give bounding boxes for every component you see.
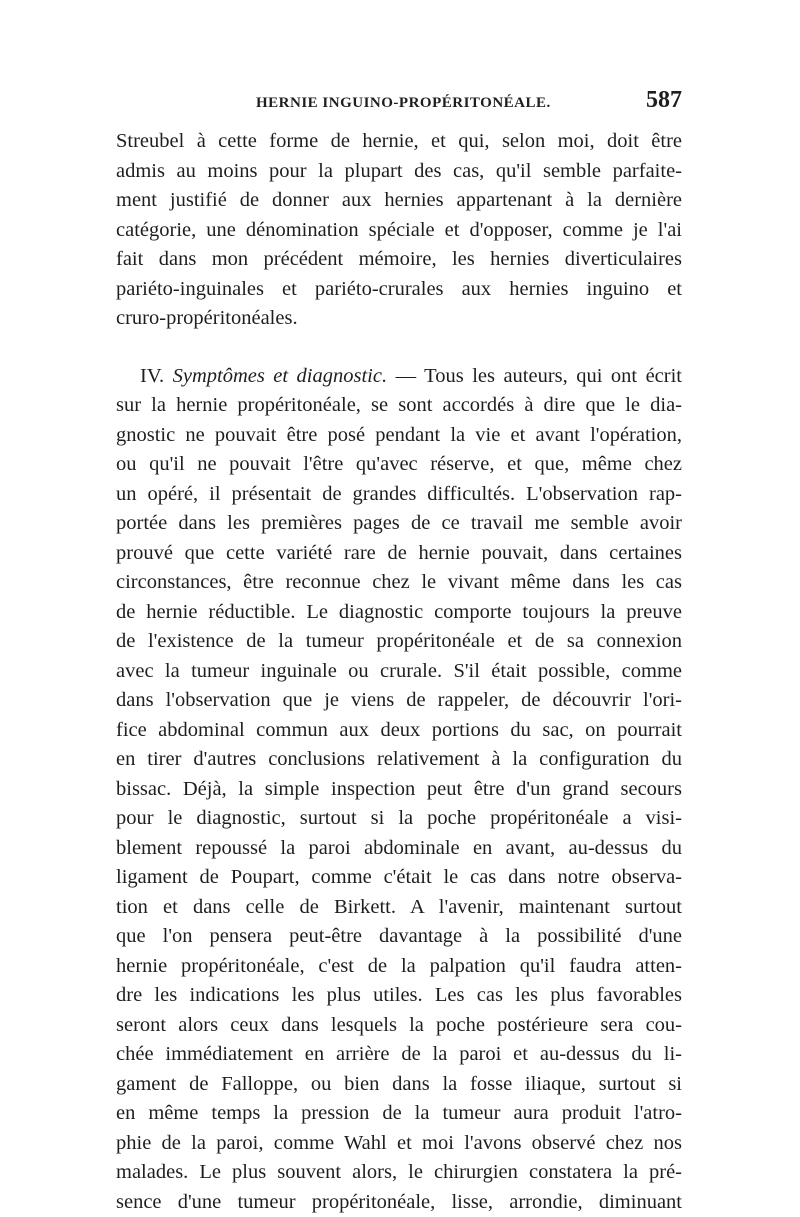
page-number: 587: [646, 87, 682, 114]
text-line: prouvé que cette variété rare de hernie pouvait, dans certaines: [116, 539, 682, 569]
running-title: HERNIE INGUINO-PROPÉRITONÉALE.: [256, 95, 551, 112]
text-line: seront alors ceux dans lesquels la poche postérieure sera cou-: [116, 1011, 682, 1041]
text-line: malades. Le plus souvent alors, le chirurgien constatera la pré-: [116, 1158, 682, 1188]
text-line: sence d'une tumeur propéritonéale, lisse, arrondie, diminuant: [116, 1188, 682, 1217]
text-line: un opéré, il présentait de grandes difficultés. L'observation rap-: [116, 480, 682, 510]
section-heading-line: [116, 362, 682, 392]
text-line: en même temps la pression de la tumeur aura produit l'atro-: [116, 1099, 682, 1129]
text-line: pariéto-inguinales et pariéto-crurales aux hernies inguino et: [116, 275, 682, 305]
text-line: fait dans mon précédent mémoire, les hernies diverticulaires: [116, 245, 682, 275]
text-line: bissac. Déjà, la simple inspection peut être d'un grand secours: [116, 775, 682, 805]
text-line: admis au moins pour la plupart des cas, qu'il semble parfaite-: [116, 157, 682, 187]
text-line: ligament de Poupart, comme c'était le cas dans notre observa-: [116, 863, 682, 893]
text-line: cruro-propéritonéales.: [116, 304, 682, 334]
text-line: gament de Falloppe, ou bien dans la fosse iliaque, surtout si: [116, 1070, 682, 1100]
text-line: que l'on pensera peut-être davantage à la possibilité d'une: [116, 922, 682, 952]
text-line: ment justifié de donner aux hernies appartenant à la dernière: [116, 186, 682, 216]
body-text: [116, 127, 682, 1217]
section-number: IV.: [140, 365, 164, 387]
running-header: [116, 93, 682, 123]
text-line: catégorie, une dénomination spéciale et d'opposer, comme je l'ai: [116, 216, 682, 246]
paragraph-streubel: [116, 127, 682, 334]
text-line: de hernie réductible. Le diagnostic comporte toujours la preuve: [116, 598, 682, 628]
text-line: ou qu'il ne pouvait l'être qu'avec réserve, et que, même chez: [116, 450, 682, 480]
text-line: avec la tumeur inguinale ou crurale. S'il était possible, comme: [116, 657, 682, 687]
text-line: tion et dans celle de Birkett. A l'avenir, maintenant surtout: [116, 893, 682, 923]
text-line: chée immédiatement en arrière de la paroi et au-dessus du li-: [116, 1040, 682, 1070]
text-line: portée dans les premières pages de ce travail me semble avoir: [116, 509, 682, 539]
text-line: dans l'observation que je viens de rappeler, de découvrir l'ori-: [116, 686, 682, 716]
section-first-line-text: — Tous les auteurs, qui ont écrit: [396, 365, 682, 387]
text-line: hernie propéritonéale, c'est de la palpation qu'il faudra atten-: [116, 952, 682, 982]
text-line: circonstances, être reconnue chez le vivant même dans les cas: [116, 568, 682, 598]
text-line: sur la hernie propéritonéale, se sont accordés à dire que le dia-: [116, 391, 682, 421]
text-line: fice abdominal commun aux deux portions du sac, on pourrait: [116, 716, 682, 746]
text-line: Streubel à cette forme de hernie, et qui, selon moi, doit être: [116, 127, 682, 157]
text-line: en tirer d'autres conclusions relativement à la configuration du: [116, 745, 682, 775]
text-line: pour le diagnostic, surtout si la poche propéritonéale a visi-: [116, 804, 682, 834]
text-line: dre les indications les plus utiles. Les cas les plus favorables: [116, 981, 682, 1011]
text-line: de l'existence de la tumeur propéritonéale et de sa connexion: [116, 627, 682, 657]
section-title: Symptômes et diagnostic.: [173, 365, 388, 387]
text-line: gnostic ne pouvait être posé pendant la vie et avant l'opération,: [116, 421, 682, 451]
text-line: blement repoussé la paroi abdominale en avant, au-dessus du: [116, 834, 682, 864]
text-line: phie de la paroi, comme Wahl et moi l'avons observé chez nos: [116, 1129, 682, 1159]
section-symptomes-diagnostic: [116, 362, 682, 1217]
